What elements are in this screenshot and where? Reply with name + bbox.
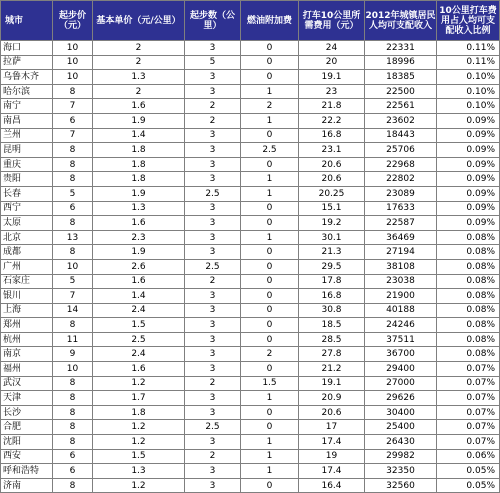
cell-income-2012: 27194 [365,245,437,260]
cell-unit-price: 1.4 [93,128,185,143]
table-row [1,186,500,201]
cell-start-km: 2.5 [185,259,241,274]
cell-start-km: 3 [185,128,241,143]
cell-income-2012: 37511 [365,332,437,347]
cell-start-km: 3 [185,143,241,158]
cell-fuel-surcharge: 1 [241,391,299,406]
cell-income-2012: 40188 [365,303,437,318]
cell-start-price: 7 [53,289,93,304]
cell-city: 长沙 [1,405,53,420]
cell-unit-price: 1.8 [93,405,185,420]
cell-start-price: 5 [53,274,93,289]
cell-income-2012: 18443 [365,128,437,143]
cell-city: 昆明 [1,143,53,158]
cell-start-price: 5 [53,186,93,201]
cell-unit-price: 2.6 [93,259,185,274]
cell-unit-price: 2.5 [93,332,185,347]
cell-fuel-surcharge: 1 [241,435,299,450]
cell-start-price: 10 [53,70,93,85]
col-header-income-2012: 2012年城镇居民人均可支配收入 [365,1,437,41]
table-row [1,41,500,56]
cell-ratio: 0.08% [437,318,500,333]
table-row [1,70,500,85]
cell-unit-price: 1.2 [93,376,185,391]
cell-income-2012: 29982 [365,449,437,464]
cell-start-price: 7 [53,99,93,114]
cell-unit-price: 1.5 [93,449,185,464]
cell-income-2012: 22561 [365,99,437,114]
cell-fare-10km: 17.4 [299,464,365,479]
cell-fare-10km: 20.6 [299,405,365,420]
cell-start-price: 8 [53,391,93,406]
cell-income-2012: 32350 [365,464,437,479]
cell-ratio: 0.05% [437,464,500,479]
cell-unit-price: 1.7 [93,391,185,406]
cell-unit-price: 1.8 [93,143,185,158]
cell-start-price: 8 [53,478,93,493]
cell-start-price: 10 [53,41,93,56]
cell-unit-price: 1.2 [93,420,185,435]
cell-start-price: 6 [53,201,93,216]
cell-fuel-surcharge: 0 [241,478,299,493]
cell-fare-10km: 17.4 [299,435,365,450]
cell-ratio: 0.08% [437,347,500,362]
cell-city: 兰州 [1,128,53,143]
cell-city: 拉萨 [1,55,53,70]
cell-unit-price: 1.8 [93,157,185,172]
cell-unit-price: 1.6 [93,274,185,289]
cell-start-km: 2 [185,274,241,289]
cell-ratio: 0.10% [437,84,500,99]
cell-income-2012: 25706 [365,143,437,158]
cell-fuel-surcharge: 0 [241,362,299,377]
cell-start-price: 8 [53,405,93,420]
table-row [1,435,500,450]
cell-fare-10km: 16.4 [299,478,365,493]
cell-unit-price: 1.8 [93,172,185,187]
cell-ratio: 0.07% [437,391,500,406]
cell-start-price: 11 [53,332,93,347]
cell-fuel-surcharge: 1 [241,113,299,128]
cell-city: 哈尔滨 [1,84,53,99]
table-row [1,347,500,362]
cell-ratio: 0.09% [437,113,500,128]
cell-fare-10km: 20.6 [299,172,365,187]
cell-start-price: 8 [53,157,93,172]
cell-fare-10km: 28.5 [299,332,365,347]
cell-start-price: 8 [53,376,93,391]
cell-start-km: 3 [185,84,241,99]
table-row [1,274,500,289]
cell-ratio: 0.09% [437,128,500,143]
cell-fare-10km: 23.1 [299,143,365,158]
table-body [1,41,500,493]
cell-ratio: 0.11% [437,55,500,70]
cell-fare-10km: 23 [299,84,365,99]
cell-fare-10km: 27.8 [299,347,365,362]
cell-fuel-surcharge: 2.5 [241,143,299,158]
cell-fuel-surcharge: 0 [241,318,299,333]
cell-fare-10km: 19.2 [299,216,365,231]
cell-start-km: 2 [185,449,241,464]
table-row [1,318,500,333]
cell-unit-price: 1.6 [93,362,185,377]
cell-ratio: 0.08% [437,289,500,304]
cell-unit-price: 1.6 [93,99,185,114]
table-row [1,289,500,304]
cell-unit-price: 2 [93,41,185,56]
table-row [1,303,500,318]
cell-fuel-surcharge: 0 [241,245,299,260]
cell-income-2012: 30400 [365,405,437,420]
cell-city: 郑州 [1,318,53,333]
cell-unit-price: 1.2 [93,478,185,493]
cell-fuel-surcharge: 2 [241,99,299,114]
cell-city: 银川 [1,289,53,304]
cell-income-2012: 22968 [365,157,437,172]
cell-start-price: 8 [53,420,93,435]
cell-fuel-surcharge: 1 [241,172,299,187]
table-row [1,84,500,99]
cell-income-2012: 18996 [365,55,437,70]
cell-ratio: 0.09% [437,143,500,158]
cell-city: 福州 [1,362,53,377]
cell-fuel-surcharge: 0 [241,70,299,85]
cell-fare-10km: 24 [299,41,365,56]
col-header-fare-10km: 打车10公里所需费用（元） [299,1,365,41]
cell-fuel-surcharge: 0 [241,55,299,70]
cell-unit-price: 2.3 [93,230,185,245]
cell-fuel-surcharge: 0 [241,420,299,435]
cell-city: 太原 [1,216,53,231]
table-row [1,362,500,377]
cell-fuel-surcharge: 1 [241,186,299,201]
cell-fuel-surcharge: 0 [241,405,299,420]
cell-start-km: 3 [185,41,241,56]
cell-fare-10km: 20.25 [299,186,365,201]
cell-income-2012: 22500 [365,84,437,99]
cell-start-km: 2 [185,113,241,128]
cell-fare-10km: 30.8 [299,303,365,318]
cell-fare-10km: 21.8 [299,99,365,114]
cell-ratio: 0.07% [437,405,500,420]
table-row [1,449,500,464]
cell-fare-10km: 29.5 [299,259,365,274]
table-row [1,464,500,479]
cell-income-2012: 25400 [365,420,437,435]
cell-start-price: 6 [53,449,93,464]
cell-city: 长春 [1,186,53,201]
cell-fare-10km: 20.9 [299,391,365,406]
cell-fare-10km: 22.2 [299,113,365,128]
cell-fare-10km: 17 [299,420,365,435]
cell-unit-price: 1.3 [93,464,185,479]
cell-start-price: 7 [53,128,93,143]
cell-ratio: 0.07% [437,435,500,450]
cell-ratio: 0.10% [437,70,500,85]
cell-ratio: 0.09% [437,216,500,231]
cell-fare-10km: 15.1 [299,201,365,216]
cell-fare-10km: 30.1 [299,230,365,245]
cell-start-km: 5 [185,55,241,70]
cell-city: 上海 [1,303,53,318]
cell-city: 南宁 [1,99,53,114]
cell-fuel-surcharge: 1 [241,230,299,245]
cell-unit-price: 1.9 [93,113,185,128]
cell-start-km: 3 [185,405,241,420]
cell-start-price: 13 [53,230,93,245]
cell-income-2012: 36469 [365,230,437,245]
header-row [1,1,500,41]
cell-unit-price: 1.9 [93,186,185,201]
cell-fuel-surcharge: 1 [241,449,299,464]
table-row [1,259,500,274]
table-row [1,230,500,245]
cell-unit-price: 1.5 [93,318,185,333]
cell-ratio: 0.09% [437,157,500,172]
cell-start-km: 3 [185,464,241,479]
cell-fare-10km: 19.1 [299,70,365,85]
cell-unit-price: 1.2 [93,435,185,450]
cell-income-2012: 23089 [365,186,437,201]
cell-fuel-surcharge: 1.5 [241,376,299,391]
cell-unit-price: 2.4 [93,347,185,362]
cell-ratio: 0.11% [437,41,500,56]
cell-fare-10km: 20.6 [299,157,365,172]
cell-start-km: 3 [185,70,241,85]
cell-ratio: 0.10% [437,99,500,114]
cell-income-2012: 23602 [365,113,437,128]
cell-start-km: 3 [185,216,241,231]
table-row [1,216,500,231]
cell-start-km: 3 [185,230,241,245]
cell-start-km: 3 [185,332,241,347]
table-row [1,332,500,347]
cell-unit-price: 2 [93,55,185,70]
table-row [1,157,500,172]
cell-start-price: 6 [53,464,93,479]
cell-start-km: 3 [185,303,241,318]
cell-start-price: 8 [53,143,93,158]
cell-start-km: 2 [185,99,241,114]
cell-ratio: 0.08% [437,303,500,318]
cell-start-price: 8 [53,245,93,260]
cell-ratio: 0.09% [437,172,500,187]
cell-city: 石家庄 [1,274,53,289]
cell-ratio: 0.08% [437,259,500,274]
col-header-city: 城市 [1,1,53,41]
cell-city: 天津 [1,391,53,406]
cell-fuel-surcharge: 0 [241,274,299,289]
cell-start-price: 10 [53,259,93,274]
table-row [1,478,500,493]
table-row [1,201,500,216]
cell-city: 重庆 [1,157,53,172]
cell-city: 广州 [1,259,53,274]
cell-city: 西宁 [1,201,53,216]
cell-start-km: 3 [185,478,241,493]
cell-ratio: 0.08% [437,274,500,289]
cell-start-km: 3 [185,172,241,187]
cell-income-2012: 21900 [365,289,437,304]
cell-fuel-surcharge: 0 [241,201,299,216]
cell-unit-price: 1.9 [93,245,185,260]
cell-income-2012: 17633 [365,201,437,216]
cell-city: 西安 [1,449,53,464]
table-row [1,420,500,435]
cell-income-2012: 18385 [365,70,437,85]
cell-start-km: 3 [185,347,241,362]
cell-start-price: 8 [53,216,93,231]
cell-fare-10km: 17.8 [299,274,365,289]
cell-city: 合肥 [1,420,53,435]
cell-start-price: 14 [53,303,93,318]
cell-start-km: 3 [185,362,241,377]
cell-fare-10km: 21.2 [299,362,365,377]
table-row [1,113,500,128]
cell-start-price: 8 [53,84,93,99]
cell-city: 贵阳 [1,172,53,187]
cell-income-2012: 26430 [365,435,437,450]
cell-unit-price: 1.3 [93,201,185,216]
cell-city: 南昌 [1,113,53,128]
cell-unit-price: 1.4 [93,289,185,304]
cell-fare-10km: 19 [299,449,365,464]
cell-start-km: 2.5 [185,420,241,435]
cell-city: 济南 [1,478,53,493]
table-row [1,376,500,391]
cell-income-2012: 27000 [365,376,437,391]
cell-income-2012: 22587 [365,216,437,231]
cell-city: 杭州 [1,332,53,347]
cell-start-km: 3 [185,318,241,333]
cell-income-2012: 22331 [365,41,437,56]
cell-income-2012: 36700 [365,347,437,362]
table-row [1,405,500,420]
cell-start-price: 9 [53,347,93,362]
cell-fuel-surcharge: 0 [241,128,299,143]
cell-income-2012: 29400 [365,362,437,377]
cell-unit-price: 1.3 [93,70,185,85]
table-row [1,99,500,114]
cell-start-km: 3 [185,157,241,172]
cell-ratio: 0.05% [437,478,500,493]
table-row [1,55,500,70]
cell-income-2012: 32560 [365,478,437,493]
col-header-ratio: 10公里打车费用占人均可支配收入比例 [437,1,500,41]
table-row [1,391,500,406]
cell-city: 沈阳 [1,435,53,450]
cell-start-price: 8 [53,172,93,187]
cell-ratio: 0.09% [437,201,500,216]
cell-fuel-surcharge: 0 [241,289,299,304]
cell-unit-price: 2.4 [93,303,185,318]
cell-income-2012: 23038 [365,274,437,289]
cell-city: 北京 [1,230,53,245]
cell-start-km: 3 [185,391,241,406]
col-header-fuel-surcharge: 燃油附加费 [241,1,299,41]
cell-fuel-surcharge: 0 [241,216,299,231]
cell-city: 呼和浩特 [1,464,53,479]
cell-start-km: 3 [185,435,241,450]
cell-start-km: 2 [185,376,241,391]
cell-start-price: 8 [53,435,93,450]
cell-fuel-surcharge: 0 [241,259,299,274]
cell-ratio: 0.07% [437,420,500,435]
table-row [1,128,500,143]
cell-start-km: 3 [185,289,241,304]
cell-start-km: 3 [185,245,241,260]
cell-income-2012: 24246 [365,318,437,333]
cell-ratio: 0.08% [437,245,500,260]
cell-ratio: 0.06% [437,449,500,464]
cell-start-price: 6 [53,113,93,128]
cell-fuel-surcharge: 1 [241,464,299,479]
table-row [1,245,500,260]
cell-fare-10km: 18.5 [299,318,365,333]
cell-fuel-surcharge: 0 [241,303,299,318]
cell-fare-10km: 21.3 [299,245,365,260]
cell-fuel-surcharge: 1 [241,84,299,99]
cell-start-km: 3 [185,201,241,216]
cell-city: 南京 [1,347,53,362]
cell-ratio: 0.09% [437,186,500,201]
cell-city: 武汉 [1,376,53,391]
cell-income-2012: 29626 [365,391,437,406]
cell-fare-10km: 20 [299,55,365,70]
cell-start-price: 10 [53,362,93,377]
table-row [1,143,500,158]
cell-fare-10km: 19.1 [299,376,365,391]
cell-fare-10km: 16.8 [299,128,365,143]
cell-city: 乌鲁木齐 [1,70,53,85]
cell-ratio: 0.08% [437,332,500,347]
cell-income-2012: 22802 [365,172,437,187]
cell-fare-10km: 16.8 [299,289,365,304]
cell-unit-price: 1.6 [93,216,185,231]
col-header-start-km: 起步数（公里） [185,1,241,41]
cell-ratio: 0.08% [437,230,500,245]
cell-unit-price: 2 [93,84,185,99]
cell-ratio: 0.07% [437,362,500,377]
cell-ratio: 0.07% [437,376,500,391]
cell-income-2012: 38108 [365,259,437,274]
cell-fuel-surcharge: 0 [241,332,299,347]
cell-fuel-surcharge: 0 [241,41,299,56]
col-header-unit-price: 基本单价（元/公里） [93,1,185,41]
cell-fuel-surcharge: 2 [241,347,299,362]
cell-fuel-surcharge: 0 [241,157,299,172]
cell-start-km: 2.5 [185,186,241,201]
cell-city: 海口 [1,41,53,56]
col-header-start-price: 起步价（元） [53,1,93,41]
cell-start-price: 8 [53,318,93,333]
cell-city: 成都 [1,245,53,260]
cell-start-price: 10 [53,55,93,70]
table-row [1,172,500,187]
